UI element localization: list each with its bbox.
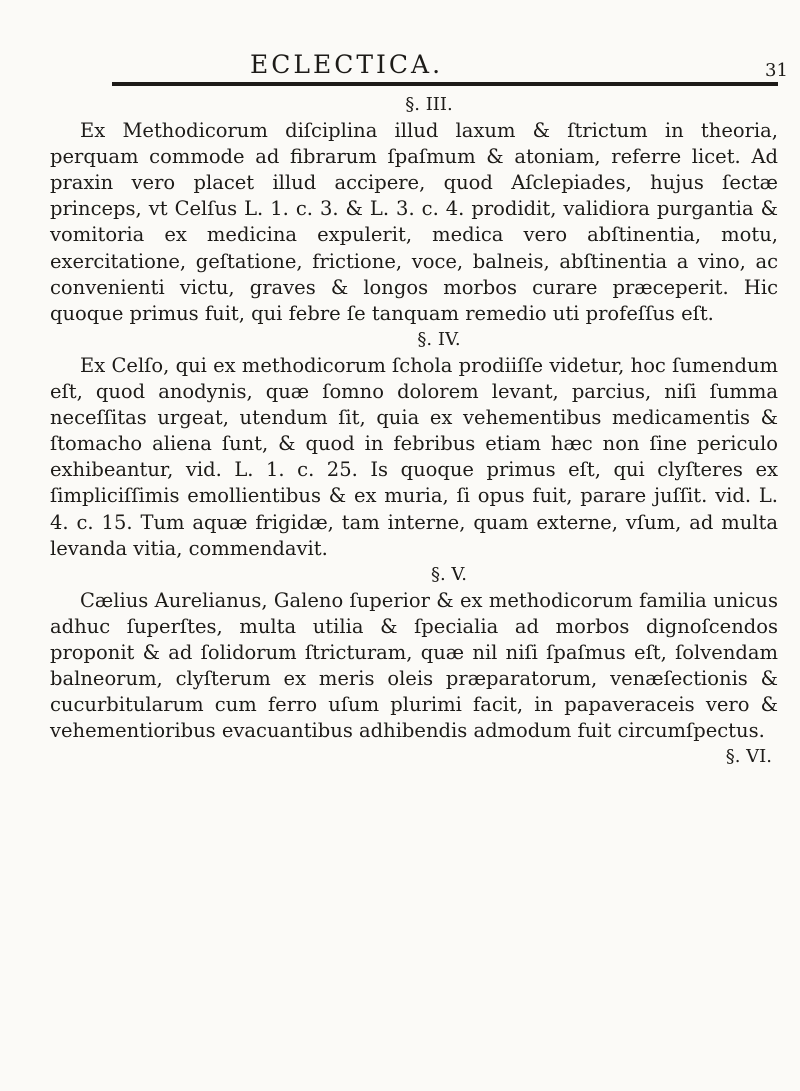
section-paragraph-3: Ex Methodicorum diſciplina illud laxum & ſtrictum in theoria, perquam commode ad fibrarum ſpaſmum & atoniam, referre licet. Ad praxin vero placet illud accipere, quod Aſclepiades, hujus ſectæ princeps, vt Celſus L. 1. c. 3. & L. 3. c. 4. prodidit, validiora purgantia & vomitoria ex medicina expulerit, medica vero abſtinentia, motu, exercitatione, geſtatione, frictione, voce, balneis, abſtinentia a vino, ac convenienti victu, graves & longos morbos curare præceperit. Hic quoque primus fuit, qui febre ſe tanquam remedio uti profeſſus eſt. xyxy=(50,119,778,325)
running-head: ECLECTICA. xyxy=(250,50,444,79)
section-heading-5: §. V. xyxy=(430,563,468,585)
page-number: 31 xyxy=(765,60,788,81)
section-paragraph-4: Ex Celſo, qui ex methodicorum ſchola prodiiſſe videtur, hoc ſumendum eſt, quod anodynis, quæ ſomno dolorem levant, parcius, niſi ſumma neceſſitas urgeat, utendum ſit, quia ex vehementibus medicamentis & ſtomacho aliena ſunt, & quod in febribus etiam hæc non ſine periculo exhibeantur, vid. L. 1. c. 25. Is quoque primus eſt, qui clyſteres ex ſimpliciſſimis emollientibus & ex muria, ſi opus fuit, parare juſſit. vid. L. 4. c. 15. Tum aquæ frigidæ, tam interne, quam externe, vſum, ad multa levanda vitia, commendavit. xyxy=(50,353,778,560)
next-section-catchword: §. VI. xyxy=(725,746,772,768)
section-heading-3: §. III. xyxy=(405,94,453,115)
section-paragraph-5: Cælius Aurelianus, Galeno ſuperior & ex methodicorum familia unicus adhuc ſuperſtes, multa utilia & ſpecialia ad morbos dignoſcendos proponit & ad ſolidorum ſtricturam, quæ nil niſi ſpaſmus eſt, ſolvendam balneorum, clyſterum ex meris oleis præparatorum, venæſectionis & cucurbitularum cum ferro uſum plurimi facit, in papaveraceis vero & vehementioribus evacuantibus adhibendis admodum fuit circumſpectus. xyxy=(50,588,778,743)
section-heading-4: §. IV. xyxy=(417,328,461,350)
header-rule xyxy=(112,82,778,86)
text-block xyxy=(50,92,778,770)
